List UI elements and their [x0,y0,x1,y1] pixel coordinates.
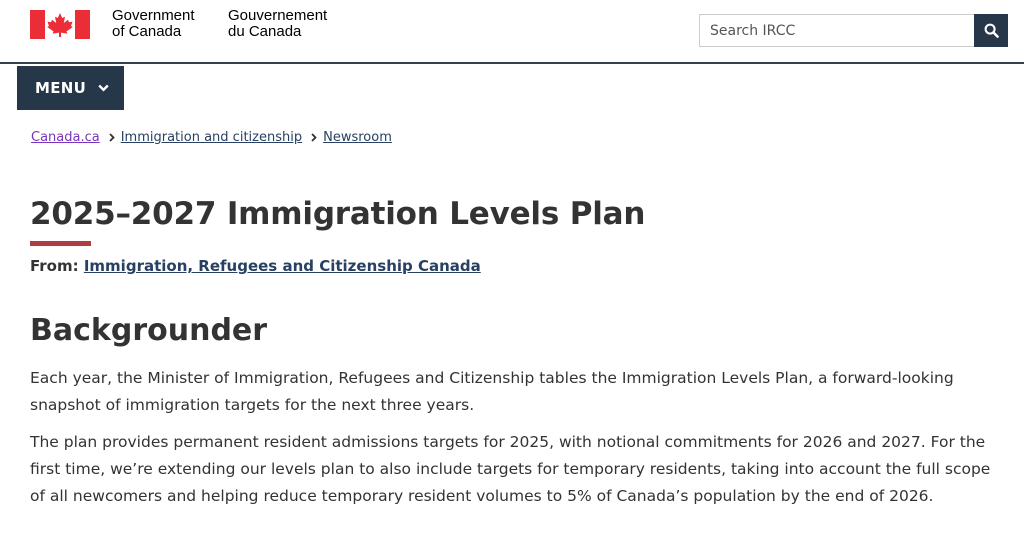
from-label: From: [30,257,84,275]
department-link[interactable]: Immigration, Refugees and Citizenship Canada [83,257,481,275]
breadcrumb [31,130,392,145]
search-icon [984,23,999,38]
signature-english[interactable] [112,8,195,40]
paragraph-intro: Each year, the Minister of Immigration, Refugees and Citizenship tables the Immigration Levels Plan, a forward-looking snapshot of immigration targets for the next three years. [30,369,954,414]
signature-french[interactable] [228,8,327,40]
breadcrumb-chevron-icon [109,131,115,145]
canada-flag-icon [30,10,90,39]
signature-en-line2: of Canada [112,23,182,40]
from-line [30,257,481,275]
chevron-down-icon [98,84,109,92]
site-header [0,0,1024,64]
paragraph-plan: The plan provides permanent resident admissions targets for 2025, with notional commitments for 2026 and 2027. For the first time, we’re extending our levels plan to also include targets for temporary residents, taking into account the full scope of all newcomers and helping reduce temporary resident volumes to 5% of Canada’s population by the end of 2026. [30,433,991,505]
search-button[interactable] [974,14,1008,47]
breadcrumb-link-immigration[interactable]: Immigration and citizenship [120,130,303,145]
signature-en-line1: Government [112,7,195,24]
breadcrumb-link-newsroom[interactable]: Newsroom [323,130,392,145]
search-input[interactable] [699,14,975,47]
section-title: Backgrounder [30,313,268,348]
breadcrumb-link-canada[interactable]: Canada.ca [31,130,100,145]
signature-fr-line2: du Canada [228,23,302,40]
signature-fr-line1: Gouvernement [228,7,328,24]
page-title: 2025–2027 Immigration Levels Plan [30,196,646,232]
menu-button[interactable] [17,66,124,110]
menu-label: MENU [35,79,87,97]
title-underline [30,241,91,246]
breadcrumb-chevron-icon [311,131,317,145]
